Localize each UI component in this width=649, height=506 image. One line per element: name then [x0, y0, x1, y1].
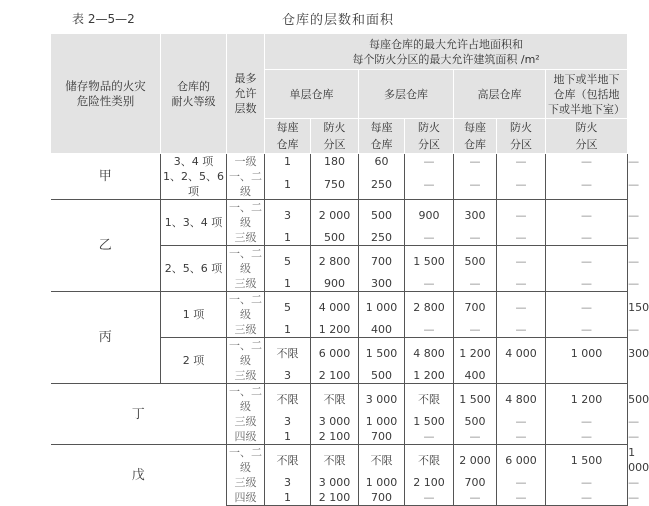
max-floors-cell: 3 [265, 200, 311, 231]
area-value-cell: 2 100 [405, 475, 454, 490]
max-floors-cell: 1 [265, 322, 311, 338]
item-cell: 3、4 项 [161, 154, 227, 170]
area-value-cell: 400 [359, 322, 405, 338]
area-value-cell: — [497, 246, 546, 277]
area-value-cell: — [497, 429, 546, 445]
max-floors-cell: 不限 [265, 445, 311, 476]
fire-rating-cell: 三级 [227, 230, 265, 246]
area-value-cell: — [546, 490, 628, 506]
table-row: 2、5、6 项 一、二级 5 2 800 700 1 500 500 — — — [51, 246, 628, 277]
header-fire-zone: 防火 分区 [546, 119, 628, 154]
table-row: 丁 一、二级 不限 不限 3 000 不限 1 500 4 800 1 200 500 [51, 384, 628, 415]
area-value-cell: 250 [359, 169, 405, 200]
area-value-cell: 1 000 [546, 338, 628, 369]
max-floors-cell: 1 [265, 230, 311, 246]
area-value-cell: 1 500 [454, 384, 497, 415]
area-value-cell: — [454, 490, 497, 506]
header-fire-zone: 防火 分区 [405, 119, 454, 154]
max-floors-cell: 3 [265, 414, 311, 429]
area-value-cell: 500 [454, 246, 497, 277]
item-cell: 1、3、4 项 [161, 200, 227, 246]
header-high-rise: 高层仓库 [454, 70, 546, 119]
fire-rating-cell: 一、二级 [227, 384, 265, 415]
fire-rating-cell: 一、二级 [227, 445, 265, 476]
area-value-cell: — [454, 230, 497, 246]
header-multi-storey: 多层仓库 [359, 70, 454, 119]
fire-rating-cell: 一、二级 [227, 169, 265, 200]
area-value-cell: 750 [311, 169, 359, 200]
table-number: 表 2—5—2 [72, 12, 135, 26]
area-value-cell: 6 000 [497, 445, 546, 476]
table-row: 三级 3 3 000 1 000 2 100 700 — — — [51, 475, 628, 490]
area-value-cell: 1 200 [546, 384, 628, 415]
area-value-cell: — [405, 429, 454, 445]
area-value-cell: — [405, 276, 454, 292]
area-value-cell: 300 [359, 276, 405, 292]
area-value-cell: — [546, 230, 628, 246]
hazard-class-cell: 乙 [51, 200, 161, 292]
area-value-cell: — [546, 246, 628, 277]
area-value-cell: 不限 [311, 384, 359, 415]
max-floors-cell: 不限 [265, 338, 311, 369]
area-value-cell: 1 000 [359, 475, 405, 490]
area-value-cell: 不限 [405, 445, 454, 476]
area-value-cell: 500 [359, 200, 405, 231]
area-value-cell: — [405, 169, 454, 200]
item-cell: 1、2、5、6 项 [161, 169, 227, 200]
area-value-cell: 4 000 [311, 292, 359, 323]
header-fire-zone: 防火 分区 [311, 119, 359, 154]
area-value-cell: — [497, 414, 546, 429]
area-value-cell: — [405, 322, 454, 338]
area-value-cell: — [454, 169, 497, 200]
area-value-cell: 不限 [359, 445, 405, 476]
max-floors-cell: 3 [265, 368, 311, 384]
area-value-cell: — [497, 322, 546, 338]
fire-rating-cell: 一级 [227, 154, 265, 170]
area-value-cell: — [405, 154, 454, 170]
table-row: 戊 一、二级 不限 不限 不限 不限 2 000 6 000 1 500 1 000 [51, 445, 628, 476]
area-value-cell: — [546, 276, 628, 292]
header-underground: 地下或半地下 仓库（包括地 下或半地下室） [546, 70, 628, 119]
fire-rating-cell: 一、二级 [227, 338, 265, 369]
area-value-cell: 1 200 [454, 338, 497, 369]
header-fire-zone: 防火 分区 [497, 119, 546, 154]
area-value-cell: — [546, 475, 628, 490]
area-value-cell: — [497, 154, 546, 170]
area-value-cell: — [454, 429, 497, 445]
area-value-cell: 700 [359, 429, 405, 445]
hazard-class-cell: 甲 [51, 154, 161, 200]
area-value-cell: — [546, 292, 628, 323]
area-value-cell: 3 000 [311, 475, 359, 490]
area-value-cell: 1 000 [359, 414, 405, 429]
area-value-cell: 700 [454, 292, 497, 323]
area-value-cell: 2 100 [311, 368, 359, 384]
area-value-cell: 1 000 [359, 292, 405, 323]
area-value-cell: 1 200 [311, 322, 359, 338]
header-single-storey: 单层仓库 [265, 70, 359, 119]
header-per-warehouse: 每座 仓库 [454, 119, 497, 154]
fire-rating-cell: 三级 [227, 322, 265, 338]
table-row: 2 项 一、二级 不限 6 000 1 500 4 800 1 200 4 000 1 000 300 [51, 338, 628, 369]
max-floors-cell: 1 [265, 154, 311, 170]
fire-rating-cell: 一、二级 [227, 200, 265, 231]
area-value-cell [497, 368, 546, 384]
area-value-cell: — [405, 490, 454, 506]
area-value-cell: — [497, 292, 546, 323]
table-row: 三级 1 1 200 400 — — — — — [51, 322, 628, 338]
area-value-cell: 500 [311, 230, 359, 246]
area-value-cell: 4 000 [497, 338, 546, 369]
area-value-cell: 3 000 [359, 384, 405, 415]
hazard-class-cell: 丁 [51, 384, 227, 445]
fire-rating-cell: 三级 [227, 368, 265, 384]
hazard-class-cell: 丙 [51, 292, 161, 384]
area-value-cell: — [497, 475, 546, 490]
area-value-cell: 400 [454, 368, 497, 384]
item-cell: 1 项 [161, 292, 227, 338]
area-value-cell: 1 500 [359, 338, 405, 369]
header-fire-risk-category: 储存物品的火灾 危险性类别 [51, 34, 161, 154]
area-value-cell: 60 [359, 154, 405, 170]
area-value-cell: — [546, 429, 628, 445]
area-value-cell: 2 800 [405, 292, 454, 323]
table-row: 丙 1 项 一、二级 5 4 000 1 000 2 800 700 — — 150 [51, 292, 628, 323]
header-per-warehouse: 每座 仓库 [265, 119, 311, 154]
area-value-cell: — [546, 414, 628, 429]
header-area-limits: 每座仓库的最大允许占地面积和 每个防火分区的最大允许建筑面积 /m² [265, 34, 628, 70]
area-value-cell [546, 368, 628, 384]
table-row: 乙 1、3、4 项 一、二级 3 2 000 500 900 300 — — — [51, 200, 628, 231]
area-value-cell: 300 [454, 200, 497, 231]
warehouse-area-table [50, 33, 649, 506]
area-value-cell: — [497, 230, 546, 246]
area-value-cell: 250 [359, 230, 405, 246]
area-value-cell: 1 500 [405, 246, 454, 277]
max-floors-cell: 5 [265, 246, 311, 277]
area-value-cell: 2 000 [454, 445, 497, 476]
area-value-cell: 1 500 [405, 414, 454, 429]
item-cell: 2、5、6 项 [161, 246, 227, 292]
max-floors-cell: 3 [265, 475, 311, 490]
area-value-cell: 2 100 [311, 490, 359, 506]
area-value-cell: — [497, 169, 546, 200]
area-value-cell: — [405, 230, 454, 246]
area-value-cell: 2 800 [311, 246, 359, 277]
fire-rating-cell: 四级 [227, 429, 265, 445]
area-value-cell: 1 500 [546, 445, 628, 476]
area-value-cell: — [546, 169, 628, 200]
area-value-cell: — [454, 322, 497, 338]
area-value-cell: 6 000 [311, 338, 359, 369]
fire-rating-cell: 一、二级 [227, 292, 265, 323]
area-value-cell: — [546, 200, 628, 231]
area-value-cell: — [497, 276, 546, 292]
area-value-cell: 2 100 [311, 429, 359, 445]
fire-rating-cell: 三级 [227, 414, 265, 429]
fire-rating-cell: 一、二级 [227, 246, 265, 277]
item-cell: 2 项 [161, 338, 227, 384]
area-value-cell: 180 [311, 154, 359, 170]
area-value-cell: 不限 [405, 384, 454, 415]
area-value-cell: — [454, 154, 497, 170]
area-value-cell: 2 000 [311, 200, 359, 231]
table-row: 甲 3、4 项 一级 1 180 60 — — — — — [51, 154, 628, 170]
area-value-cell: — [546, 154, 628, 170]
area-value-cell: — [454, 276, 497, 292]
fire-rating-cell: 三级 [227, 276, 265, 292]
area-value-cell: 700 [359, 246, 405, 277]
max-floors-cell: 1 [265, 276, 311, 292]
header-per-warehouse: 每座 仓库 [359, 119, 405, 154]
area-value-cell: 900 [405, 200, 454, 231]
area-value-cell: 1 200 [405, 368, 454, 384]
max-floors-cell: 不限 [265, 384, 311, 415]
area-value-cell: 不限 [311, 445, 359, 476]
area-value-cell: 500 [454, 414, 497, 429]
hazard-class-cell: 戊 [51, 445, 227, 506]
area-value-cell: 4 800 [497, 384, 546, 415]
fire-rating-cell: 四级 [227, 490, 265, 506]
table-row: 四级 1 2 100 700 — — — — — [51, 429, 628, 445]
area-value-cell: — [497, 200, 546, 231]
area-value-cell: 700 [454, 475, 497, 490]
table-row: 三级 3 3 000 1 000 1 500 500 — — — [51, 414, 628, 429]
area-value-cell: — [497, 490, 546, 506]
table-row: 三级 1 500 250 — — — — — [51, 230, 628, 246]
area-value-cell: 3 000 [311, 414, 359, 429]
area-value-cell: 700 [359, 490, 405, 506]
area-value-cell: 500 [359, 368, 405, 384]
table-row: 四级 1 2 100 700 — — — — — [51, 490, 628, 506]
table-caption [0, 8, 638, 30]
area-value-cell: 4 800 [405, 338, 454, 369]
max-floors-cell: 1 [265, 429, 311, 445]
table-body [51, 154, 649, 506]
header-fire-rating: 仓库的 耐火等级 [161, 34, 227, 154]
table-row: 1、2、5、6 项 一、二级 1 750 250 — — — — — [51, 169, 628, 200]
header-max-floors: 最多 允许 层数 [227, 34, 265, 154]
max-floors-cell: 1 [265, 490, 311, 506]
area-value-cell: — [546, 322, 628, 338]
table-row: 三级 1 900 300 — — — — — [51, 276, 628, 292]
max-floors-cell: 5 [265, 292, 311, 323]
table-title: 仓库的层数和面积 [282, 13, 395, 28]
max-floors-cell: 1 [265, 169, 311, 200]
fire-rating-cell: 三级 [227, 475, 265, 490]
area-value-cell: 900 [311, 276, 359, 292]
